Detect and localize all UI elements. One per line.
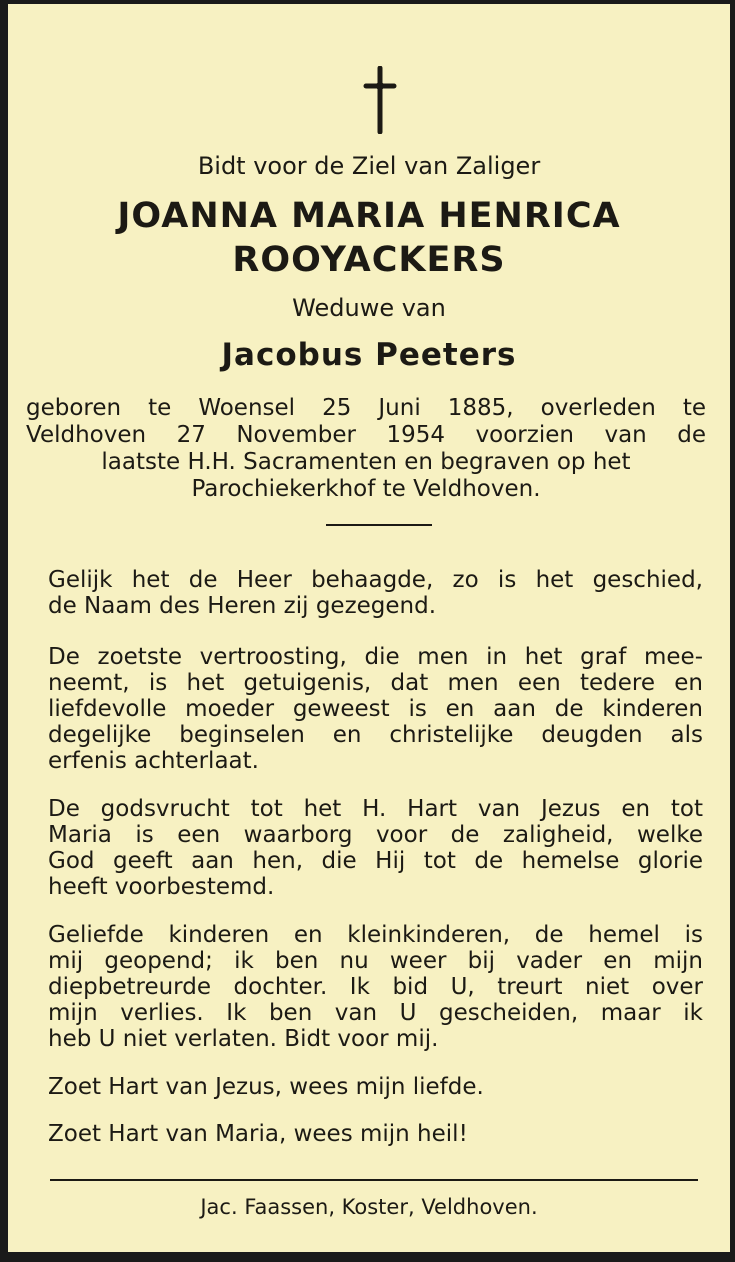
text-line: liefdevolle moeder geweest is en aan de kinderen [48,696,703,722]
text-line: mijn verlies. Ik ben van U gescheiden, maar ik [48,1000,703,1026]
intro-line: Bidt voor de Ziel van Zaliger [197,152,541,180]
prayer-mary: Zoet Hart van Maria, wees mijn heil! [48,1121,468,1147]
printer-credit: Jac. Faassen, Koster, Veldhoven. [200,1195,538,1219]
text-line: De zoetste vertroosting, die men in het graf mee- [48,644,703,670]
footer-divider [50,1179,698,1181]
deceased-name-line1: JOANNA MARIA HENRICA [117,196,621,236]
text-line: erfenis achterlaat. [48,748,259,774]
text-line: Maria is een waarborg voor de zaligheid, welke [48,822,703,848]
paragraph-resignation [48,567,703,619]
text-line: diepbetreurde dochter. Ik bid U, treurt niet over [48,974,703,1000]
paragraph-consolation [48,644,703,774]
paragraph-farewell [48,922,703,1052]
divider [326,524,432,526]
text-line: De godsvrucht tot het H. Hart van Jezus en tot [48,796,703,822]
memorial-card [8,4,730,1252]
husband-name: Jacobus Peeters [221,337,517,373]
birth-death-details [26,395,706,503]
birth-line: laatste H.H. Sacramenten en begraven op het [101,449,631,475]
deceased-name-line2: ROOYACKERS [232,240,506,280]
text-line: God geeft aan hen, die Hij tot de hemelse glorie [48,848,703,874]
text-line: neemt, is het getuigenis, dat men een tedere en [48,670,703,696]
text-line: heb U niet verlaten. Bidt voor mij. [48,1026,439,1052]
birth-line: Parochiekerkhof te Veldhoven. [191,476,541,502]
latin-cross-icon [363,66,397,134]
birth-line: Veldhoven 27 November 1954 voorzien van de [26,422,706,448]
text-line: degelijke beginselen en christelijke deugden als [48,722,703,748]
text-line: Gelijk het de Heer behaagde, zo is het geschied, [48,567,703,593]
text-line: de Naam des Heren zij gezegend. [48,593,437,619]
birth-line: geboren te Woensel 25 Juni 1885, overleden te [26,395,706,421]
paragraph-devotion [48,796,703,900]
text-line: heeft voorbestemd. [48,874,275,900]
text-line: Geliefde kinderen en kleinkinderen, de hemel is [48,922,703,948]
text-line: mij geopend; ik ben nu weer bij vader en mijn [48,948,703,974]
prayer-sacred-heart: Zoet Hart van Jezus, wees mijn liefde. [48,1074,484,1100]
widow-of-label: Weduwe van [292,294,446,322]
